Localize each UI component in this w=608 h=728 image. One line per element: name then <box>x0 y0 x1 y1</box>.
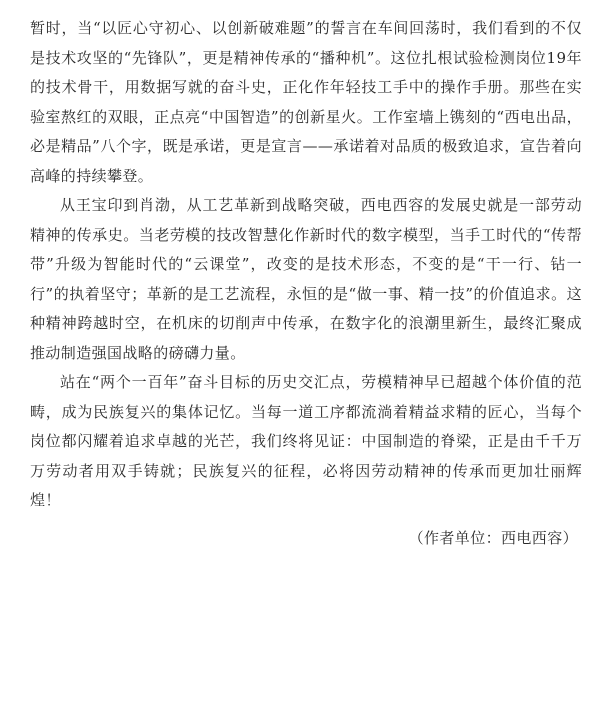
author-affiliation: （作者单位：西电西容） <box>408 528 578 547</box>
paragraph-2: 从王宝印到肖渤，从工艺革新到战略突破，西电西容的发展史就是一部劳动精神的传承史。当老劳模的技改智慧化作新时代的数字模型，当手工时代的“传帮带”升级为智能时代的“云课堂”，改变的是技术形态，不变的是“干一行、钻一行”的执着坚守；革新的是工艺流程，永恒的是“做一事、精一技”的价值追求。这种精神跨越时空，在机床的切削声中传承，在数字化的浪潮里新生，最终汇聚成推动制造强国战略的磅礴力量。 <box>30 196 582 362</box>
article-body <box>30 14 582 553</box>
paragraph-3: 站在“两个一百年”奋斗目标的历史交汇点，劳模精神早已超越个体价值的范畴，成为民族复兴的集体记忆。当每一道工序都流淌着精益求精的匠心，当每个岗位都闪耀着追求卓越的光芒，我们终将见证：中国制造的脊梁，正是由千千万万劳动者用双手铸就；民族复兴的征程，必将因劳动精神的传承而更加壮丽辉煌！ <box>30 373 582 509</box>
paragraph-1: 暂时，当“以匠心守初心、以创新破难题”的誓言在车间回荡时，我们看到的不仅是技术攻坚的“先锋队”，更是精神传承的“播种机”。这位扎根试验检测岗位19年的技术骨干，用数据写就的奋斗史，正化作年轻技工手中的操作手册。那些在实验室熬红的双眼，正点亮“中国智造”的创新星火。工作室墙上镌刻的“西电出品，必是精品”八个字，既是承诺，更是宣言——承诺着对品质的极致追求，宣告着向高峰的持续攀登。 <box>30 19 582 185</box>
